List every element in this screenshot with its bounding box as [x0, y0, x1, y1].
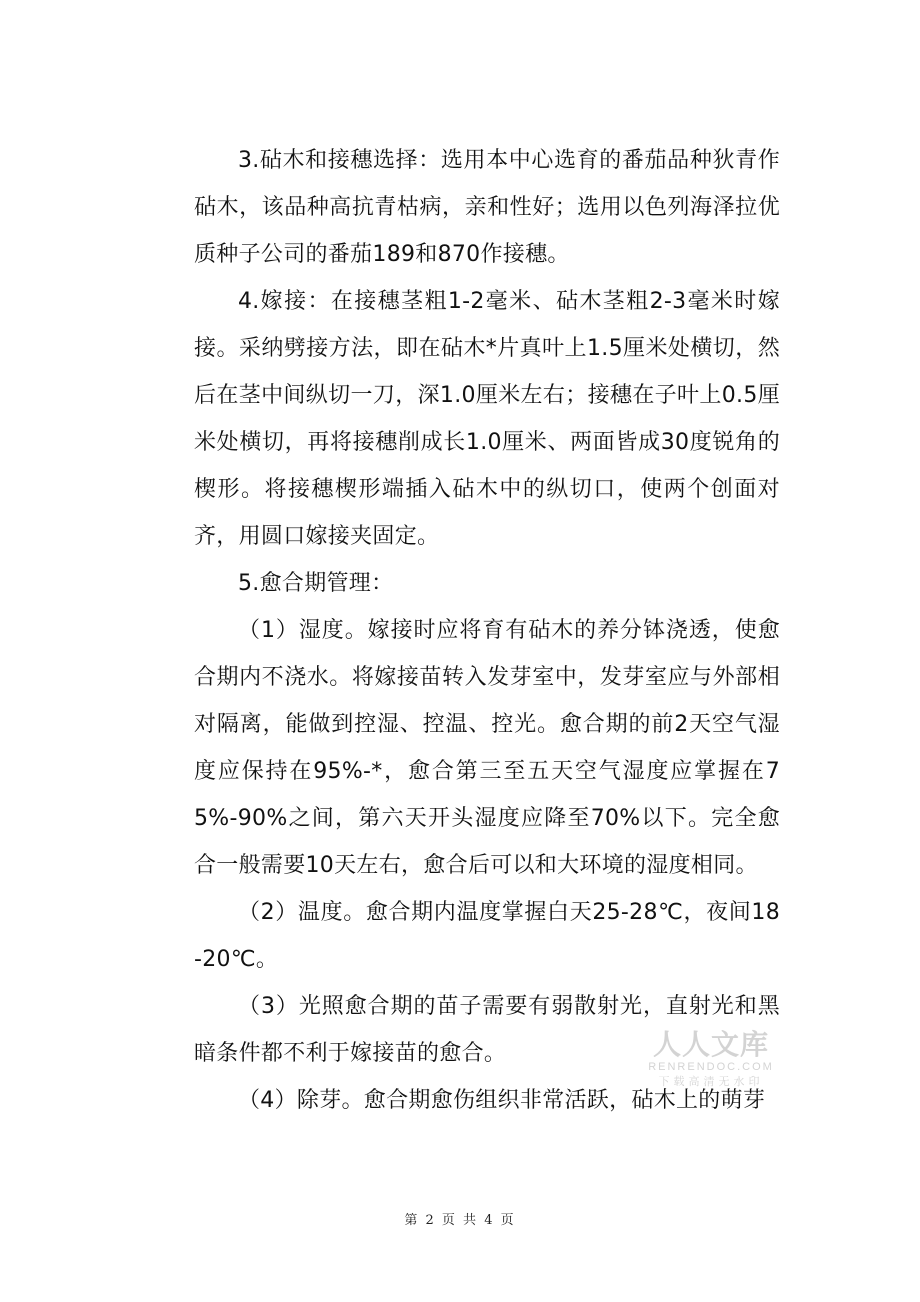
- paragraph-light: （3）光照愈合期的苗子需要有弱散射光，直射光和黑暗条件都不利于嫁接苗的愈合。: [194, 994, 780, 1066]
- paragraph-rootstock-scion: 3.砧木和接穗选择：选用本中心选育的番茄品种狄青作砧木，该品种高抗青枯病，亲和性好；选用以色列海泽拉优质种子公司的番茄189和870作接穗。: [194, 148, 780, 267]
- watermark-tagline: 下载高清无水印: [658, 1075, 764, 1088]
- document-body: [194, 137, 780, 1124]
- watermark-site: RENRENDOC.COM: [648, 1061, 774, 1073]
- paragraph-humidity: （1）湿度。嫁接时应将育有砧木的养分钵浇透，使愈合期内不浇水。将嫁接苗转入发芽室中，发芽室应与外部相对隔离，能做到控湿、控温、控光。愈合期的前2天空气湿度应保持在95%-*，愈合第三至五天空气湿度应掌握在75%-90%之间，第六天开头湿度应降至70%以下。完全愈合一般需要10天左右，愈合后可以和大环境的湿度相同。: [194, 618, 780, 878]
- watermark-title: 人人文库: [652, 1028, 769, 1061]
- watermark-logo: [646, 1030, 776, 1090]
- page-footer: 第 2 页 共 4 页: [404, 1213, 516, 1228]
- paragraph-temperature: （2）温度。愈合期内温度掌握白天25-28℃，夜间18-20℃。: [194, 900, 780, 972]
- paragraph-grafting: 4.嫁接：在接穗茎粗1-2毫米、砧木茎粗2-3毫米时嫁接。采纳劈接方法，即在砧木*片真叶上1.5厘米处横切，然后在茎中间纵切一刀，深1.0厘米左右；接穗在子叶上0.5厘米处横切，再将接穗削成长1.0厘米、两面皆成30度锐角的楔形。将接穗楔形端插入砧木中的纵切口，使两个创面对齐，用圆口嫁接夹固定。: [194, 289, 780, 549]
- paragraph-bud-removal: （4）除芽。愈合期愈伤组织非常活跃，砧木上的萌芽: [238, 1088, 766, 1113]
- paragraph-healing-heading: 5.愈合期管理：: [238, 571, 394, 596]
